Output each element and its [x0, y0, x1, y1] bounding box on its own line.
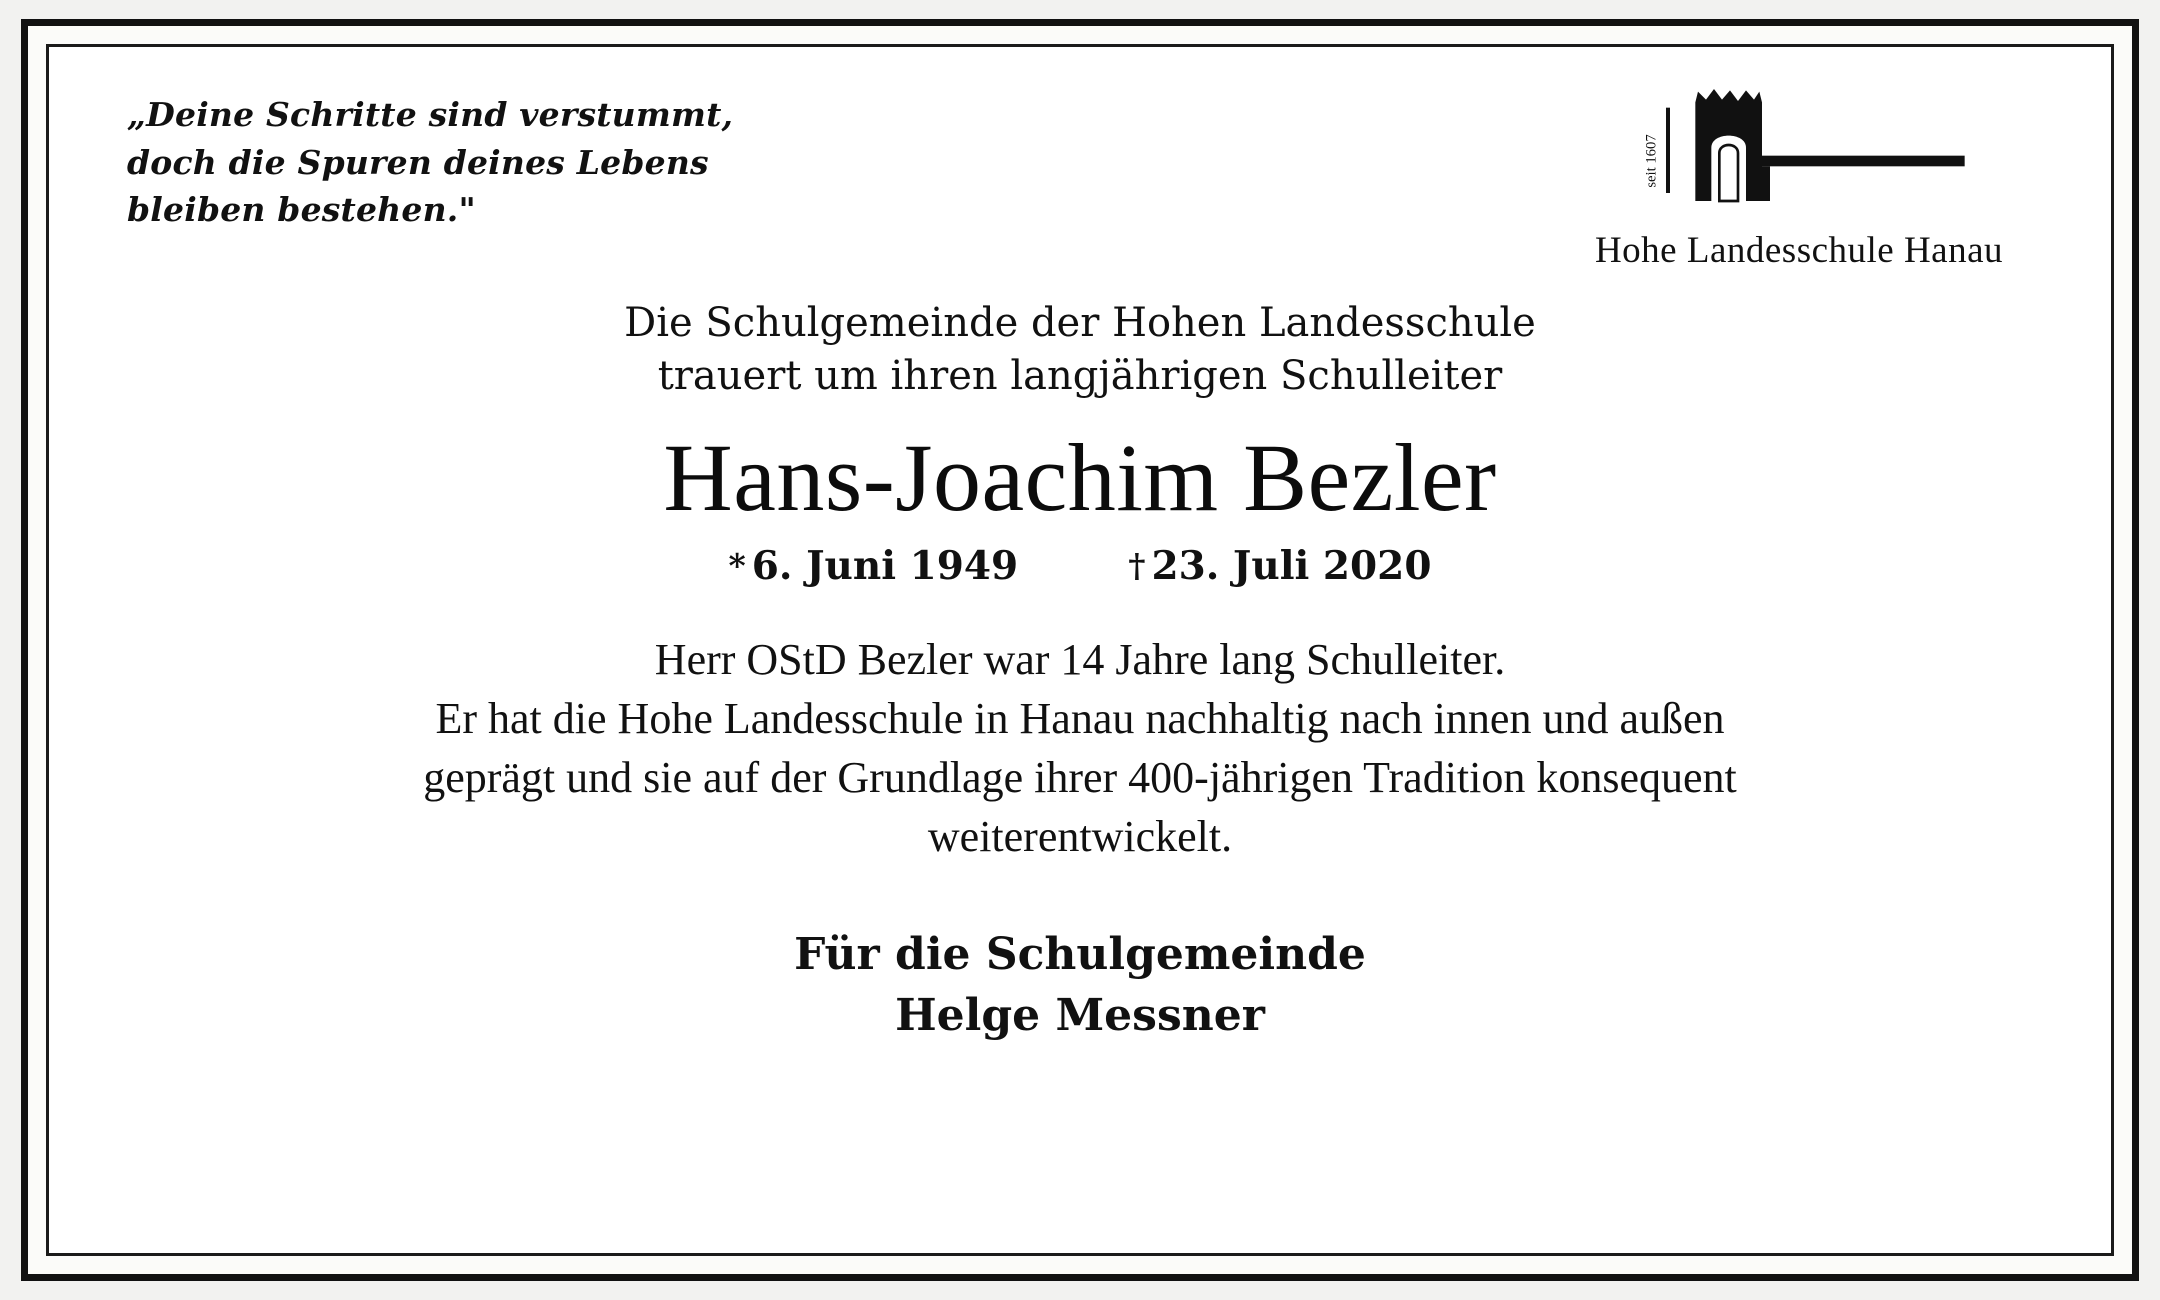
- memorial-quote: [127, 91, 733, 234]
- description-line-4: weiterentwickelt.: [927, 811, 1233, 861]
- signature-line-2: Helge Messner: [895, 989, 1265, 1041]
- signature-line-1: Für die Schulgemeinde: [794, 928, 1366, 980]
- deceased-name: Hans-Joachim Bezler: [663, 424, 1497, 532]
- school-logo: [1549, 73, 2049, 272]
- intro-line-2: trauert um ihren langjährigen Schulleiter: [657, 353, 1503, 400]
- death-symbol: †: [1128, 546, 1146, 586]
- description-line-3: geprägt und sie auf der Grundlage ihrer 400-jährigen Tradition konsequent: [423, 753, 1737, 803]
- birth-date: [729, 543, 1019, 589]
- birth-date-value: 6. Juni 1949: [751, 543, 1019, 590]
- death-date: [1128, 543, 1431, 589]
- birth-symbol: *: [728, 546, 746, 586]
- school-name-label: Hohe Landesschule Hanau: [1594, 230, 2004, 271]
- description-line-2: Er hat die Hohe Landesschule in Hanau nachhaltig nach innen und außen: [435, 694, 1725, 744]
- description-text: [107, 631, 2053, 867]
- outer-border: [21, 19, 2139, 1281]
- quote-line-3: bleiben bestehen.": [127, 190, 476, 230]
- school-gate-tower-icon: [1626, 73, 1973, 233]
- quote-line-2: doch die Spuren deines Lebens: [127, 142, 709, 182]
- notice-body: [107, 297, 2053, 1046]
- svg-text:seit 1607: seit 1607: [1643, 134, 1660, 188]
- inner-border: [46, 44, 2114, 1256]
- intro-line-1: Die Schulgemeinde der Hohen Landesschule: [624, 300, 1536, 346]
- intro-text: [107, 297, 2053, 403]
- signature-block: [107, 925, 2053, 1046]
- quote-line-1: „Deine Schritte sind verstummt,: [127, 95, 734, 134]
- death-date-value: 23. Juli 2020: [1151, 543, 1432, 590]
- life-dates: [107, 543, 2053, 589]
- description-line-1: Herr OStD Bezler war 14 Jahre lang Schulleiter.: [654, 635, 1506, 685]
